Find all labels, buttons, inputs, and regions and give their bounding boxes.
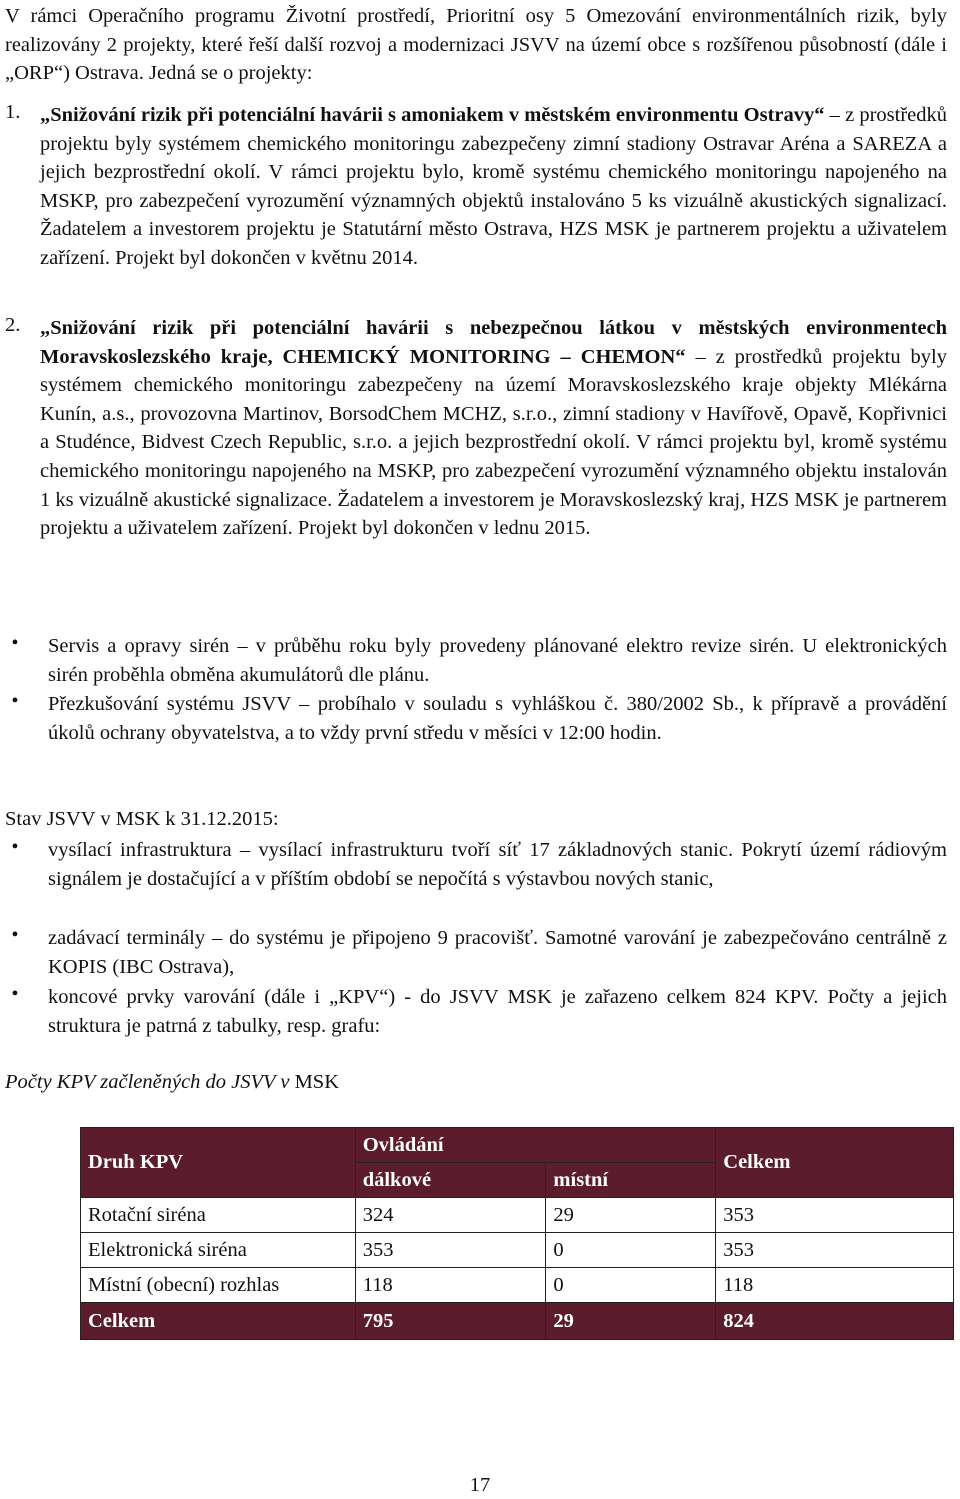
project-item: [5, 101, 947, 273]
cell-celkem: 353: [716, 1198, 954, 1233]
table-total-row: [81, 1303, 954, 1340]
total-dalkove: 795: [355, 1303, 546, 1340]
project-description: – z prostředků projektu byly systémem chemického monitoringu zabezpečeny na území Moravskoslezského kraje objekty Mlékárna Kunín, a.s., provozovna Martinov, BorsodChem MCHZ, s.r.o., zimní stadiony v Havířově, Opavě, Kopřivnici a Studénce, Bidvest Czech Republic, s.r.o. a jejich bezprostřední okolí. V rámci projektu byl, kromě systému chemického monitoringu napojeného na MSKP, pro zabezpečení vyrozumění významného objektu instalován 1 ks vizuálně akustické signalizace. Žadatelem a investorem je Moravskoslezský kraj, HZS MSK je partnerem projektu a uživatelem zařízení. Projekt byl dokončen v lednu 2015.: [40, 345, 947, 540]
project-title: „Snižování rizik při potenciální havárii s amoniakem v městském environmentu Ostravy“: [40, 104, 825, 126]
header-ovladani: Ovládání: [355, 1128, 716, 1163]
cell-mistni: 29: [546, 1198, 716, 1233]
total-druh: Celkem: [81, 1303, 356, 1340]
bullet-item: [5, 836, 947, 893]
table-row: [81, 1233, 954, 1268]
project-number: 1.: [5, 101, 21, 123]
bullet-icon: •: [11, 632, 19, 654]
cell-mistni: 0: [546, 1268, 716, 1303]
kpv-table: [80, 1127, 954, 1340]
intro-paragraph: V rámci Operačního programu Životní prostředí, Prioritní osy 5 Omezování environmentálních rizik, byly realizovány 2 projekty, které řeší další rozvoj a modernizaci JSVV na území obce s rozšířenou působností (dále i „ORP“) Ostrava. Jedná se o projekty:: [5, 5, 947, 85]
table-header-row: [81, 1128, 954, 1163]
cell-druh: Místní (obecní) rozhlas: [81, 1268, 356, 1303]
bullet-icon: •: [11, 924, 19, 946]
bullet-text: vysílací infrastruktura – vysílací infrastrukturu tvoří síť 17 základnových stanic. Pokrytí území rádiovým signálem je dostačující a v příštím období se nepočítá s výstavbou nových stanic,: [48, 839, 947, 890]
page-number: 17: [469, 1474, 491, 1496]
header-celkem: Celkem: [716, 1128, 954, 1198]
bullet-text: Servis a opravy sirén – v průběhu roku byly provedeny plánované elektro revize sirén. U elektronických sirén proběhla obměna akumulátorů dle plánu.: [48, 635, 947, 686]
header-dalkove: dálkové: [355, 1163, 546, 1198]
table-caption-italic: Počty KPV začleněných do JSVV v: [5, 1071, 290, 1093]
cell-celkem: 118: [716, 1268, 954, 1303]
project-number: 2.: [5, 314, 21, 336]
bullet-icon: •: [11, 836, 19, 858]
bullet-item: [5, 690, 947, 747]
header-druh-kpv: Druh KPV: [81, 1128, 356, 1198]
cell-mistni: 0: [546, 1233, 716, 1268]
cell-dalkove: 118: [355, 1268, 546, 1303]
table-caption-normal: MSK: [289, 1071, 339, 1093]
total-celkem: 824: [716, 1303, 954, 1340]
bullet-icon: •: [11, 690, 19, 712]
bullet-icon: •: [11, 983, 19, 1005]
table-caption: [5, 1068, 339, 1097]
bullet-item: [5, 924, 947, 981]
cell-dalkove: 324: [355, 1198, 546, 1233]
cell-dalkove: 353: [355, 1233, 546, 1268]
bullet-item: [5, 632, 947, 689]
bullet-text: Přezkušování systému JSVV – probíhalo v souladu s vyhláškou č. 380/2002 Sb., k přípravě a provádění úkolů ochrany obyvatelstva, a to vždy první středu v měsíci v 12:00 hodin.: [48, 693, 947, 744]
project-item: [5, 314, 947, 543]
total-mistni: 29: [546, 1303, 716, 1340]
status-heading: Stav JSVV v MSK k 31.12.2015:: [5, 808, 279, 830]
table-row: [81, 1268, 954, 1303]
cell-celkem: 353: [716, 1233, 954, 1268]
project-text: [40, 101, 947, 273]
table-row: [81, 1198, 954, 1233]
cell-druh: Rotační siréna: [81, 1198, 356, 1233]
bullet-text: zadávací terminály – do systému je připojeno 9 pracovišť. Samotné varování je zabezpečováno centrálně z KOPIS (IBC Ostrava),: [48, 927, 947, 978]
cell-druh: Elektronická siréna: [81, 1233, 356, 1268]
project-text: [40, 314, 947, 543]
project-title: „Snižování rizik při potenciální havárii s nebezpečnou látkou v městských environmentech Moravskoslezského kraje, CHEMICKÝ MONITORING – CHEMON“: [40, 317, 947, 368]
bullet-text: koncové prvky varování (dále i „KPV“) - do JSVV MSK je zařazeno celkem 824 KPV. Počty a jejich struktura je patrná z tabulky, resp. grafu:: [48, 986, 947, 1037]
bullet-item: [5, 983, 947, 1040]
project-description: – z prostředků projektu byly systémem chemického monitoringu zabezpečeny zimní stadiony Ostravar Aréna a SAREZA a jejich bezprostřední okolí. V rámci projektu bylo, kromě systému chemického monitoringu napojeného na MSKP, pro zabezpečení vyrozumění významných objektů instalováno 5 ks vizuálně akustických signalizací. Žadatelem a investorem projektu je Statutární město Ostrava, HZS MSK je partnerem projektu a uživatelem zařízení. Projekt byl dokončen v květnu 2014.: [40, 104, 947, 269]
header-mistni: místní: [546, 1163, 716, 1198]
